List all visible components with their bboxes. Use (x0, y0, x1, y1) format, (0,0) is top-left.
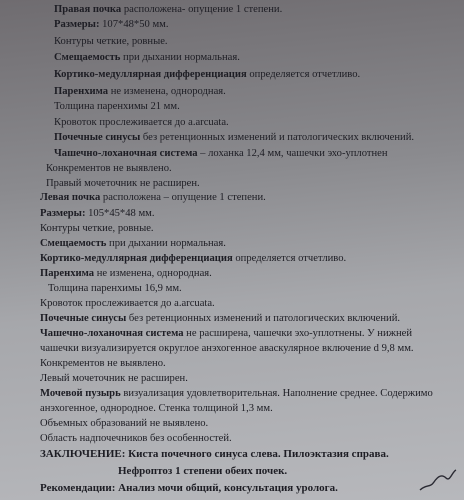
report-line (40, 403, 273, 415)
conclusion-line (40, 448, 389, 460)
recommendation-text: Анализ мочи общий, консультация уролога. (115, 482, 338, 494)
report-line (54, 4, 282, 16)
report-line-text: 107*48*50 мм. (99, 19, 169, 30)
conclusion-text-2: Нефроптоз 1 степени обеих почек. (118, 465, 288, 477)
report-line-text: расположена- опущение 1 степени. (121, 4, 283, 15)
report-line-text: чашечки визуализируется округлое анэхогенное аваскулярное включение d 9,8 мм. (40, 343, 414, 354)
report-line (40, 373, 188, 385)
report-line (40, 433, 232, 445)
report-line-heading: Почечные синусы (40, 313, 127, 324)
report-line (40, 223, 154, 235)
report-line-text: 105*45*48 мм. (85, 208, 155, 219)
report-line (54, 52, 240, 64)
report-line-heading: Мочевой пузырь (40, 388, 121, 399)
report-line (40, 328, 412, 340)
recommendation-label: Рекомендации: (40, 482, 116, 494)
report-line-text: не изменена, однородная. (108, 86, 226, 97)
report-line-heading: Паренхима (54, 86, 109, 97)
report-line (48, 283, 182, 295)
report-line (40, 418, 208, 430)
report-line-text: анэхогенное, однородное. Стенка толщиной 1,3 мм. (40, 403, 273, 414)
report-line-heading: Смещаемость (54, 52, 121, 63)
report-line-text: Толщина паренхимы 21 мм. (54, 101, 180, 112)
report-line (54, 132, 414, 144)
report-line-text: при дыхании нормальная. (106, 238, 226, 249)
report-line (54, 101, 180, 113)
report-line-heading: Размеры: (54, 19, 100, 30)
report-line (40, 208, 155, 220)
report-line-heading: Кортико-медуллярная дифференциация (54, 69, 247, 80)
report-line-heading: Паренхима (40, 268, 95, 279)
report-line-heading: Кортико-медуллярная дифференциация (40, 253, 233, 264)
report-line-text: определяется отчетливо. (246, 69, 361, 80)
report-line-heading: Смещаемость (40, 238, 107, 249)
report-line-text: визуализация удовлетворительная. Наполнение среднее. Содержимо (120, 388, 433, 399)
report-line-text: Кровоток прослеживается до a.arcuata. (54, 117, 229, 128)
report-line-heading: Размеры: (40, 208, 86, 219)
report-line (54, 69, 360, 81)
report-line (40, 313, 400, 325)
conclusion-text: Киста почечного синуса слева. Пилоэктазия справа. (125, 448, 389, 460)
report-line-text: Объемных образований не выявлено. (40, 418, 209, 429)
report-line-heading: Чашечно-лоханочная система (54, 148, 198, 159)
report-line (54, 36, 168, 48)
report-line-heading: Правая почка (54, 4, 122, 15)
report-line-text: Кровоток прослеживается до a.arcuata. (40, 298, 215, 309)
report-line-text: Контуры четкие, ровные. (54, 36, 168, 47)
report-line (54, 86, 226, 98)
report-line-text: не расширена, чашечки эхо-уплотнены. У нижней (183, 328, 413, 339)
report-line-text: Область надпочечников без особенностей. (40, 433, 232, 444)
report-line (54, 117, 229, 129)
signature-scribble (418, 468, 458, 494)
conclusion-label: ЗАКЛЮЧЕНИЕ: (40, 448, 126, 460)
report-line (46, 178, 200, 190)
report-line-text: Конкрементов не выявлено. (46, 163, 172, 174)
report-line (40, 253, 346, 265)
report-line-heading: Чашечно-лоханочная система (40, 328, 184, 339)
conclusion-line (118, 465, 287, 477)
report-line (54, 148, 388, 160)
report-line-text: расположена – опущение 1 степени. (100, 192, 266, 203)
report-line (46, 163, 172, 175)
report-line (54, 19, 169, 31)
report-line (40, 192, 266, 204)
report-line (40, 268, 212, 280)
report-line-text: Конкрементов не выявлено. (40, 358, 166, 369)
report-line (40, 238, 226, 250)
report-line-text: Толщина паренхимы 16,9 мм. (48, 283, 182, 294)
report-line-heading: Левая почка (40, 192, 101, 203)
report-line (40, 343, 414, 355)
report-line-text: не изменена, однородная. (94, 268, 212, 279)
report-line (40, 298, 215, 310)
report-line-text: Левый мочеточник не расширен. (40, 373, 188, 384)
report-line-text: без ретенционных изменений и патологических включений. (126, 313, 401, 324)
report-line-heading: Почечные синусы (54, 132, 141, 143)
report-line-text: – лоханка 12,4 мм, чашечки эхо-уплотнен (197, 148, 388, 159)
report-line-text: Правый мочеточник не расширен. (46, 178, 200, 189)
report-line-text: без ретенционных изменений и патологических включений. (140, 132, 415, 143)
conclusion-line (40, 482, 338, 494)
report-line (40, 358, 166, 370)
report-line (40, 388, 433, 400)
report-line-text: Контуры четкие, ровные. (40, 223, 154, 234)
report-line-text: определяется отчетливо. (232, 253, 347, 264)
report-line-text: при дыхании нормальная. (120, 52, 240, 63)
